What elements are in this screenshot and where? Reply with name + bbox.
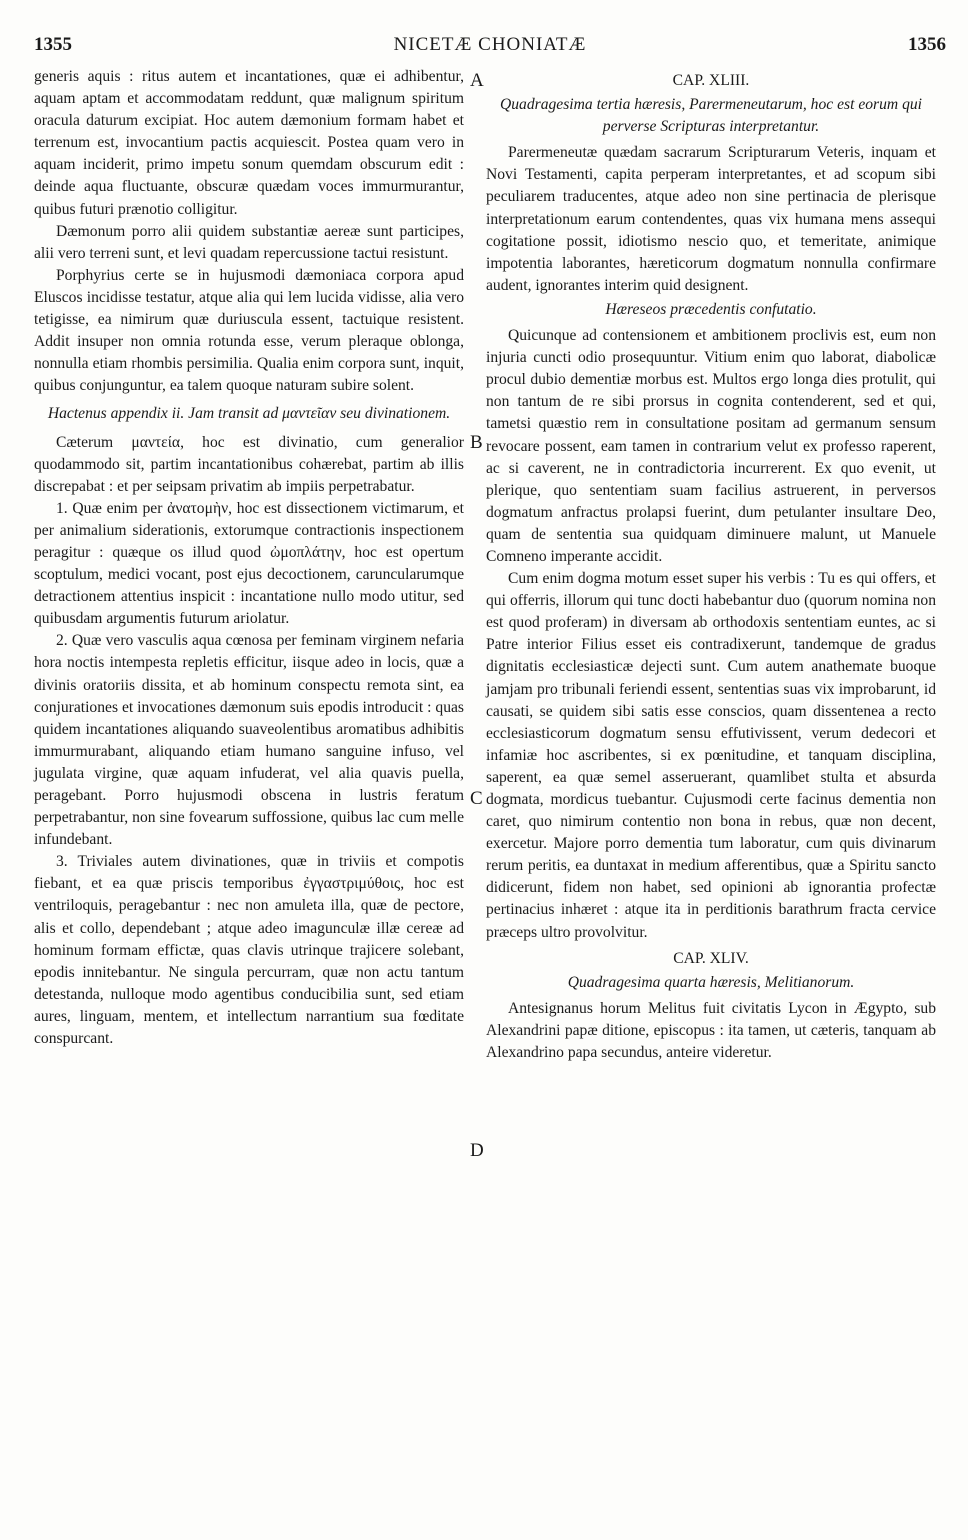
page-number-left: 1355 [34, 34, 72, 55]
left-paragraph-6: 2. Quæ vero vasculis aqua cœnosa per feminam virginem nefaria hora noctis intempesta repletis efficitur, iisque adeo in locis, quæ a divinis oratoriis dissita, et ab hominum conspectu remota sint, ea conjurationes et invocationes dæmonum suis epodis introducit : quas quidem incantationes aliquando suaveolentibus aromatibus adhibitis immurmurabant, aliquando etiam humano sanguine infuso, vel jugulata virgine, quæ aquam infuderat, vel alia quavis puella, peragebant. Porro hujusmodi obscena in lustris feratum perpetrabantur, non sine fovearum suffossione, quibus lac cum melle infundebant. [34, 632, 464, 849]
section-marker-c: C [470, 788, 483, 809]
right-column [486, 66, 936, 1064]
confutatio-title: Hæreseos præcedentis confutatio. [605, 300, 817, 318]
appendix-heading: Hactenus appendix ii. Jam transit ad μαντεῖαν seu divinationem. [47, 405, 451, 423]
page-number-right: 1356 [908, 34, 946, 55]
left-paragraph-5: 1. Quæ enim per ἀνατομὴν, hoc est dissectionem victimarum, et per animalium siderationis, extorumque contractionis inspectionem peragitur : quæque os illud quod ὠμοπλάτην, hoc est opertum scoptulum, medici vocant, post ejus decoctionem, caruncularumque detractionem attentius inspicit : incantatione nullo modo utitur, sed quibusdam argumentis futurum ariolatur. [34, 499, 464, 628]
section-marker-d: D [470, 1140, 484, 1161]
chapter-44-paragraph: Antesignanus horum Melitus fuit civitatis Lycon in Ægypto, sub Alexandrini papæ ditione, episcopus : ita tamen, ut cæteris, tanquam ab Alexandrino papa secundus, anteire videretur. [486, 999, 936, 1062]
left-paragraph-7: 3. Triviales autem divinationes, quæ in triviis et compotis fiebant, et ea quæ priscis temporibus ἐγγαστριμύθοις, hoc est ventriloquis, peragebantur : nec non amuleta illa, quæ de pectore, alis et collo, dependebant ; atque adeo imagunculæ illæ cereæ ad hominum formam effictæ, quas clavis utrinque trajicere solebant, epodis innitebantur. Ne singula percurram, quæ non actu tantum detestanda, nulloque modo agentibus conducibilia sunt, sed etiam aures, linguam, mentem, et intellectum narrantium sua fœditate conspurcant. [34, 853, 464, 1048]
confutatio-paragraph-2: Cum enim dogma motum esset super his verbis : Tu es qui offers, et qui offerris, illorum qui tunc docti habebantur duo (quorum nomina non est quod proferam) in diversam ab orthodoxis sententiam euntes, ac si Patre interior Filius esset eis contradixerunt, tandemque de gradus dignitatis ecclesiasticæ dejecti sunt. Cum autem anathemate buoque jamjam pro tribunali feriendi essent, sententias suas vix improbarunt, id causati, se quidem sibi satis esse conscios, quam dissentenea a recto ecclesiasticorum dogmatum sensu effutivissent, verum dedecori et infamiæ hoc ascribentes, si ex pœnitudine, et tanquam disciplina, saperent, ea quæ semel asseruerant, quamlibet stulta et absurda dogmata, mordicus tuebantur. Cujusmodi certe facinus dementia non caret, quo nimirum contentio non bona in rebus, quæ non decent, exercetur. Majore porro dementia tum laboratur, cum quis divinarum rerum peritis, ea duntaxat in medium afferentibus, quæ a Spiritu sancto didicerunt, fidem non habet, sed opinioni ab ignorantia profectæ pertinacius inhæret : atque ita in perditionis barathrum fracta cervice præceps ultro provolvitur. [486, 570, 936, 941]
left-paragraph-2: Dæmonum porro alii quidem substantiæ aereæ sunt participes, alii vero terreni sunt, et levi quadam repercussione tactui resistunt. [34, 222, 464, 262]
left-paragraph-4: Cæterum μαντεία, hoc est divinatio, cum generalior quodammodo sit, partim incantationibus cohærebat, partim ab illis discrepabat : et per seipsam privatim ab impiis perpetrabatur. [34, 433, 464, 495]
left-paragraph-3: Porphyrius certe se in hujusmodi dæmoniaca corpora apud Eluscos incidisse testatur, atque alia qui lem lucida vidisse, alia vero tetigisse, ea nimirum quæ duriuscula essent, tactuique resistent. Addit insuper non omnia rotunda esse, verum pleraque oblonga, nonnulla etiam rhombis persimilia. Qualia enim corpora sunt, inquit, quibus conjunguntur, ea talem quoque naturam subire solent. [34, 266, 464, 395]
section-marker-b: B [470, 432, 483, 453]
confutatio-paragraph-1: Quicunque ad contensionem et ambitionem proclivis est, eum non injuria cuncti odio prosequuntur. Vitium enim quo laborat, diabolicæ procul dubio dementiæ morbus est. Multos ergo longa dies protulit, qui non tantum de re sibi prorsus in cognita contenderent, sed et qui, tametsi quæstio rem in consultatione positam ad germanum sensum revocare possent, eam tamen in contrarium velut ex professo raperent, ac si caverent, ne in contradictoria incurrerent. Ex quo evenit, ut plerique, quo sententiam suam facilius astruerent, in perversos dogmatum anfractus prolapsi fuerint, dum petulanter insultare Deo, quam de sententia sua quidquam diminuere malunt, ut Manuele Comneno imperante accidit. [486, 327, 936, 565]
running-title: NICETÆ CHONIATÆ [393, 34, 587, 55]
page-header [34, 34, 946, 64]
chapter-43-title: CAP. XLIII. [672, 72, 750, 89]
left-column [34, 66, 464, 1050]
chapter-44-title: CAP. XLIV. [673, 949, 749, 967]
left-paragraph-1: generis aquis : ritus autem et incantationes, quæ ei adhibentur, aquam aptam et accommodatam reddunt, quæ malignum spiritum oracula daturum excipiat. Hoc autem dæmonium formam habet et terrenum est, invocantium pactis acquiescit. Postea quam vero in aquam inciderit, primo impetu sonum quemdam obscurum edit : deinde aqua fluctuante, obscuræ quædam voces immurmurantur, quibus futuri prænotio colligitur. [34, 68, 464, 218]
chapter-43-subtitle: Quadragesima tertia hæresis, Parermeneutarum, hoc est eorum qui perverse Scripturas interpretantur. [499, 96, 922, 136]
chapter-44-subtitle: Quadragesima quarta hæresis, Melitianorum. [567, 973, 855, 991]
section-marker-a: A [470, 70, 484, 91]
chapter-43-paragraph: Parermeneutæ quædam sacrarum Scripturarum Veteris, inquam et Novi Testamenti, capita perperam interpretantes, et ad scopum sibi peculiarem traducentes, atque adeo non sine pertinacia de plerisque interpretationum earum contendentes, quas vix humana mens assequi cogitatione possit, idiotismo nescio quo, et temeritate, animique impotentia laborantes, hæreticorum dogmatum nonnulla confirmare audent, ignorantes interim quid designent. [486, 144, 936, 294]
